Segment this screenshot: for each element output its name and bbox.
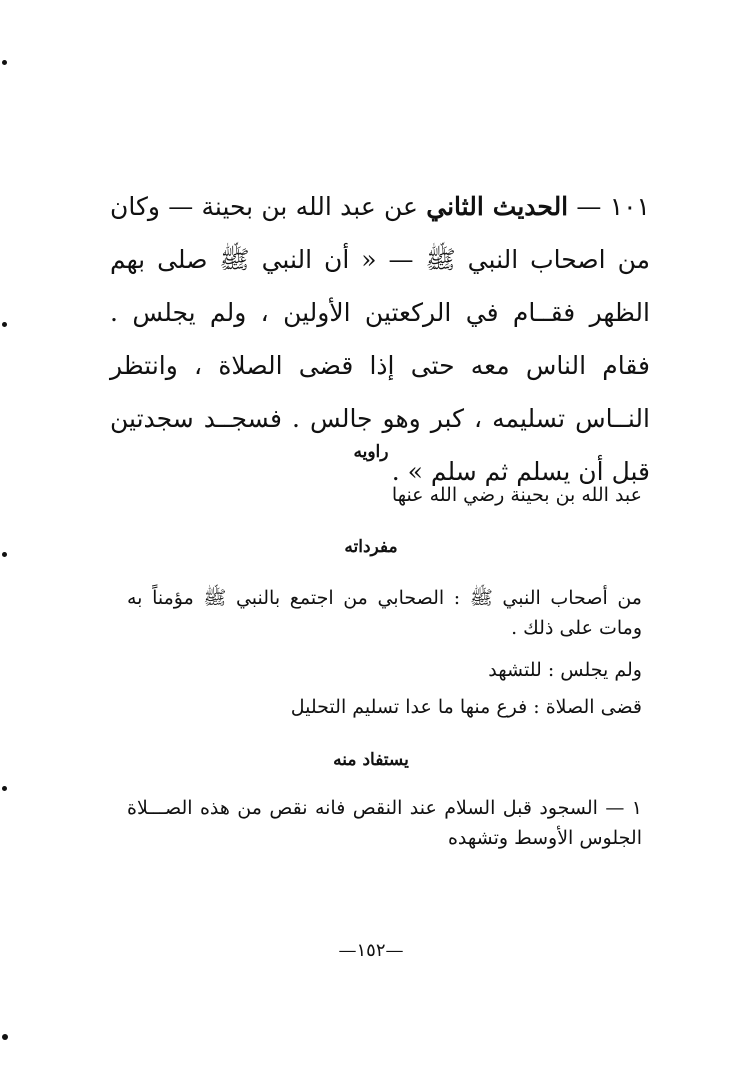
scan-speck — [2, 322, 7, 327]
benefits-text: ١ — السجود قبل السلام عند النقص فانه نقص من هذه الصـــلاة الجلوس الأوسط وتشهده — [127, 797, 642, 849]
vocabulary-entry-2: ولم يجلس : للتشهد — [488, 659, 642, 681]
page-number: —١٥٢— — [338, 940, 404, 961]
vocabulary-entry-1: من أصحاب النبي ﷺ : الصحابي من اجتمع بالنبي ﷺ مؤمناً به ومات على ذلك . — [127, 587, 642, 639]
hadith-title: الحديث الثاني — [426, 192, 569, 221]
scan-speck — [2, 60, 7, 65]
scan-speck — [2, 552, 7, 557]
narrator-heading: راويه — [353, 442, 389, 462]
vocabulary-entry-3: قضى الصلاة : فرع منها ما عدا تسليم التحليل — [290, 696, 642, 718]
scan-speck — [2, 1034, 8, 1040]
scan-speck — [2, 786, 7, 791]
hadith-text: عن عبد الله بن بحينة — وكان من اصحاب النبي ﷺ — « أن النبي ﷺ صلى بهم الظهر فقــام في الركعتين الأولين ، ولم يجلس . فقام الناس معه حتى إذا قضى الصلاة ، وانتظر النــاس تسليمه ، كبر وهو جالس . فسجــد سجدتين قبل أن يسلم ثم سلم » . — [110, 192, 650, 486]
hadith-number: ١٠١ — — [576, 192, 650, 221]
vocabulary-heading: مفرداته — [344, 537, 398, 557]
benefits-heading: يستفاد منه — [333, 750, 409, 770]
narrator-text: عبد الله بن بحينة رضي الله عنها — [391, 484, 642, 506]
